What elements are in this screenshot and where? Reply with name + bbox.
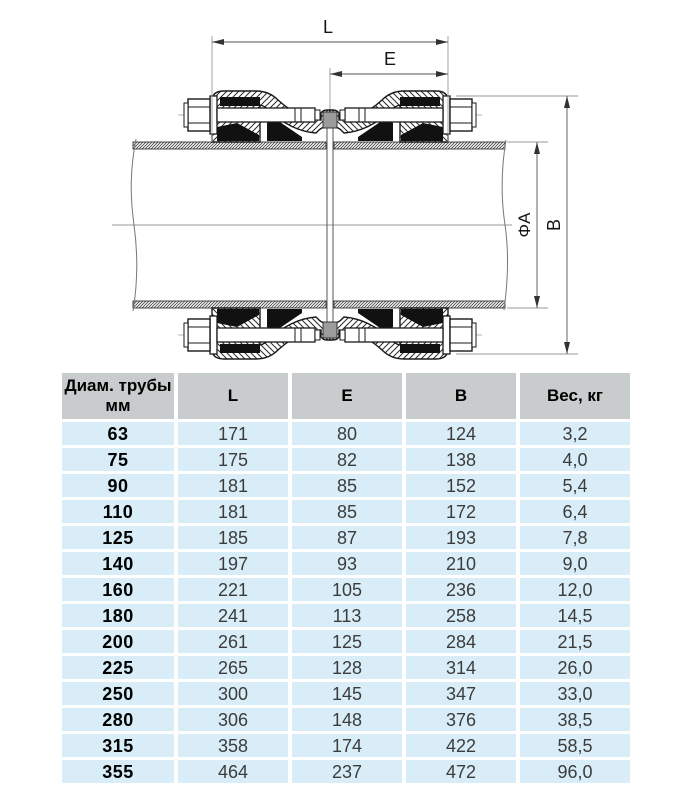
pipe-diameter-value: 280 <box>62 708 174 731</box>
value-l: 221 <box>178 578 288 601</box>
table-header-row <box>62 373 630 419</box>
value-b: 124 <box>406 422 516 445</box>
pipe-diameter-value: 180 <box>62 604 174 627</box>
pipe-wall-top-right <box>334 142 505 149</box>
value-b: 472 <box>406 760 516 783</box>
value-weight: 14,5 <box>520 604 630 627</box>
table-row <box>62 630 630 653</box>
value-l: 306 <box>178 708 288 731</box>
value-e: 125 <box>292 630 402 653</box>
value-l: 185 <box>178 526 288 549</box>
table-row <box>62 604 630 627</box>
pipe-diameter-value: 125 <box>62 526 174 549</box>
col-header-b: B <box>406 373 516 419</box>
value-b: 152 <box>406 474 516 497</box>
value-weight: 58,5 <box>520 734 630 757</box>
value-b: 376 <box>406 708 516 731</box>
pipe-diameter-value: 90 <box>62 474 174 497</box>
value-weight: 12,0 <box>520 578 630 601</box>
col-header-diameter-line2: мм <box>105 396 131 415</box>
col-header-l: L <box>178 373 288 419</box>
value-weight: 21,5 <box>520 630 630 653</box>
value-e: 82 <box>292 448 402 471</box>
pipe-diameter-value: 355 <box>62 760 174 783</box>
pipe-diameter-value: 200 <box>62 630 174 653</box>
value-weight: 96,0 <box>520 760 630 783</box>
value-b: 193 <box>406 526 516 549</box>
value-weight: 6,4 <box>520 500 630 523</box>
dim-label-l: L <box>322 17 334 37</box>
table-row <box>62 760 630 783</box>
value-e: 237 <box>292 760 402 783</box>
table-row <box>62 734 630 757</box>
value-weight: 3,2 <box>520 422 630 445</box>
value-b: 258 <box>406 604 516 627</box>
pipe-diameter-value: 110 <box>62 500 174 523</box>
value-e: 174 <box>292 734 402 757</box>
value-l: 241 <box>178 604 288 627</box>
value-b: 314 <box>406 656 516 679</box>
col-header-diameter <box>62 373 174 419</box>
value-e: 87 <box>292 526 402 549</box>
value-weight: 7,8 <box>520 526 630 549</box>
value-b: 347 <box>406 682 516 705</box>
pipe-diameter-value: 315 <box>62 734 174 757</box>
value-e: 128 <box>292 656 402 679</box>
value-l: 171 <box>178 422 288 445</box>
value-weight: 38,5 <box>520 708 630 731</box>
pipe-diameter-value: 140 <box>62 552 174 575</box>
clamp-top-left <box>178 91 330 142</box>
value-b: 422 <box>406 734 516 757</box>
value-l: 300 <box>178 682 288 705</box>
value-l: 358 <box>178 734 288 757</box>
value-weight: 5,4 <box>520 474 630 497</box>
value-l: 265 <box>178 656 288 679</box>
spec-table <box>58 370 634 786</box>
value-b: 210 <box>406 552 516 575</box>
table-row <box>62 708 630 731</box>
table-row <box>62 552 630 575</box>
dim-label-e: E <box>383 49 397 69</box>
value-e: 113 <box>292 604 402 627</box>
pipe-diameter-value: 250 <box>62 682 174 705</box>
value-l: 175 <box>178 448 288 471</box>
clamp-top-right <box>330 91 482 142</box>
table-row <box>62 448 630 471</box>
value-e: 93 <box>292 552 402 575</box>
pipe-diameter-value: 160 <box>62 578 174 601</box>
value-e: 148 <box>292 708 402 731</box>
value-e: 85 <box>292 500 402 523</box>
value-b: 138 <box>406 448 516 471</box>
pipe-diameter-value: 75 <box>62 448 174 471</box>
clamp-bottom-right <box>330 308 482 359</box>
center-block-top <box>323 112 337 128</box>
value-l: 464 <box>178 760 288 783</box>
value-b: 284 <box>406 630 516 653</box>
value-e: 85 <box>292 474 402 497</box>
value-b: 236 <box>406 578 516 601</box>
value-l: 261 <box>178 630 288 653</box>
spec-table-body <box>62 422 630 783</box>
table-row <box>62 578 630 601</box>
coupling-drawing <box>0 0 696 368</box>
dim-label-phi-a: ΦA <box>515 212 534 238</box>
col-header-e: E <box>292 373 402 419</box>
table-row <box>62 526 630 549</box>
value-e: 80 <box>292 422 402 445</box>
value-weight: 33,0 <box>520 682 630 705</box>
col-header-weight: Вес, кг <box>520 373 630 419</box>
value-l: 181 <box>178 474 288 497</box>
pipe-wall-top-left <box>133 142 326 149</box>
value-l: 197 <box>178 552 288 575</box>
value-e: 145 <box>292 682 402 705</box>
value-l: 181 <box>178 500 288 523</box>
table-row <box>62 500 630 523</box>
pipe-wall-bottom-right <box>334 301 505 308</box>
value-e: 105 <box>292 578 402 601</box>
table-row <box>62 474 630 497</box>
table-row <box>62 422 630 445</box>
table-row <box>62 656 630 679</box>
col-header-diameter-line1: Диам. трубы <box>64 376 172 396</box>
clamp-bottom-left <box>178 308 330 359</box>
value-b: 172 <box>406 500 516 523</box>
pipe-diameter-value: 63 <box>62 422 174 445</box>
value-weight: 9,0 <box>520 552 630 575</box>
center-block-bottom <box>323 322 337 338</box>
dim-label-b: B <box>544 218 564 232</box>
value-weight: 4,0 <box>520 448 630 471</box>
table-row <box>62 682 630 705</box>
pipe-diameter-value: 225 <box>62 656 174 679</box>
pipe-wall-bottom-left <box>133 301 326 308</box>
value-weight: 26,0 <box>520 656 630 679</box>
